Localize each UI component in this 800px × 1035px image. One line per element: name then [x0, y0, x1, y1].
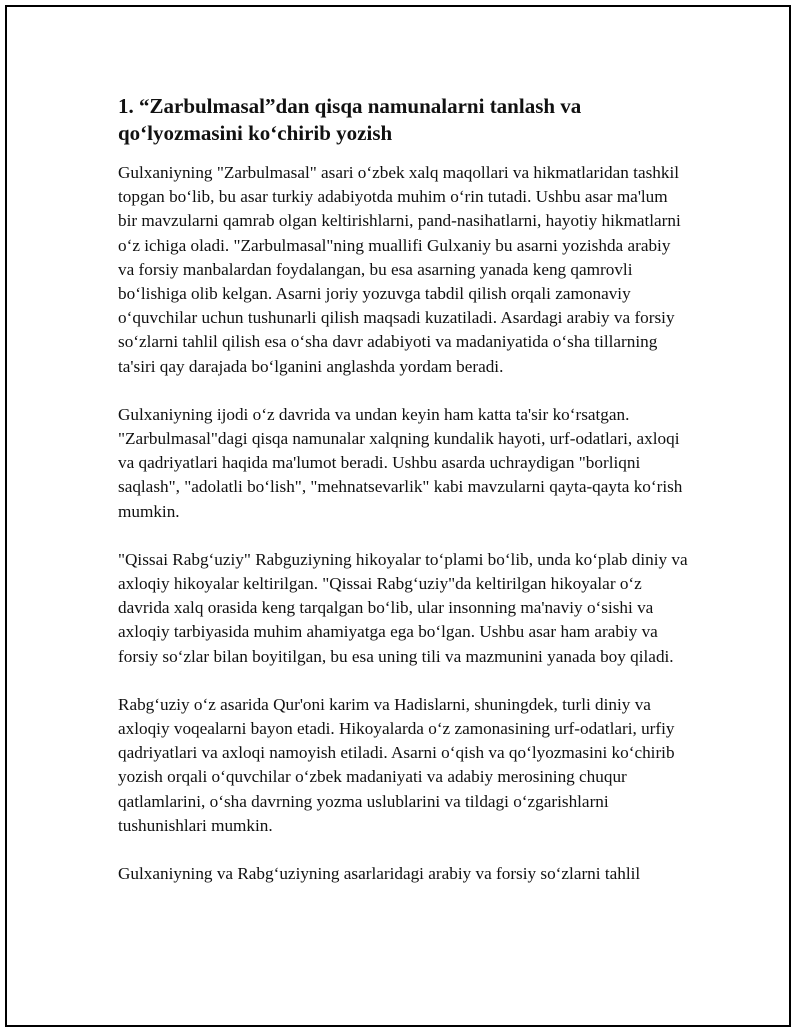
paragraph-4: Rabg‘uziy o‘z asarida Qur'oni karim va Hadislarni, shuningdek, turli diniy va axloqiy voqealarni bayon etadi. Hikoyalarda o‘z zamonasining urf-odatlari, urfiy qadriyatlari va axloqi namoyish etiladi. Asarni o‘qish va qo‘lyozmasini ko‘chirib yozish orqali o‘quvchilar o‘zbek madaniyati va adabiy merosining chuqur qatlamlarini, o‘sha davrning yozma uslublarini va tildagi o‘zgarishlarni tushunishlari mumkin. [118, 694, 675, 835]
document-body [118, 93, 688, 910]
paragraph-1: Gulxaniyning "Zarbulmasal" asari o‘zbek xalq maqollari va hikmatlaridan tashkil topgan bo‘lib, bu asar turkiy adabiyotda muhim o‘rin tutadi. Ushbu asar ma'lum bir mavzularni qamrab olgan keltirishlarni, pand-nasihatlarni, hayotiy hikmatlarni o‘z ichiga oladi. "Zarbulmasal"ning muallifi Gulxaniy bu asarni yozishda arabiy va forsiy manbalardan foydalangan, bu esa asarning yanada keng qamrovli bo‘lishiga olib kelgan. Asarni joriy yozuvga tabdil qilish orqali zamonaviy o‘quvchilar uchun tushunarli qilish maqsadi kuzatiladi. Asardagi arabiy va forsiy so‘zlarni tahlil qilish esa o‘sha davr adabiyoti va madaniyatida o‘sha tillarning ta'siri qay darajada bo‘lganini anglashda yordam beradi. [118, 163, 681, 376]
paragraph-2: Gulxaniyning ijodi o‘z davrida va undan keyin ham katta ta'sir ko‘rsatgan. "Zarbulmasal"dagi qisqa namunalar xalqning kundalik hayoti, urf-odatlari, axloqi va qadriyatlari haqida ma'lumot beradi. Ushbu asarda uchraydigan "borliqni saqlash", "adolatli bo‘lish", "mehnatsevarlik" kabi mavzularni qayta-qayta ko‘rish mumkin. [118, 404, 683, 521]
section-heading: 1. “Zarbulmasal”dan qisqa namunalarni tanlash va qo‘lyozmasini ko‘chirib yozish [118, 94, 582, 145]
paragraph-5: Gulxaniyning va Rabg‘uziyning asarlaridagi arabiy va forsiy so‘zlarni tahlil [118, 864, 641, 884]
paragraph-3: "Qissai Rabg‘uziy" Rabguziyning hikoyalar to‘plami bo‘lib, unda ko‘plab diniy va axloqiy hikoyalar keltirilgan. "Qissai Rabg‘uziy"da keltirilgan hikoyalar o‘z davrida xalq orasida keng tarqalgan bo‘lib, ular insonning ma'naviy o‘sishi va axloqiy tarbiyasida muhim ahamiyatga ega bo‘lgan. Ushbu asar ham arabiy va forsiy so‘zlar bilan boyitilgan, bu esa uning tili va mazmunini yanada boy qiladi. [118, 549, 688, 666]
